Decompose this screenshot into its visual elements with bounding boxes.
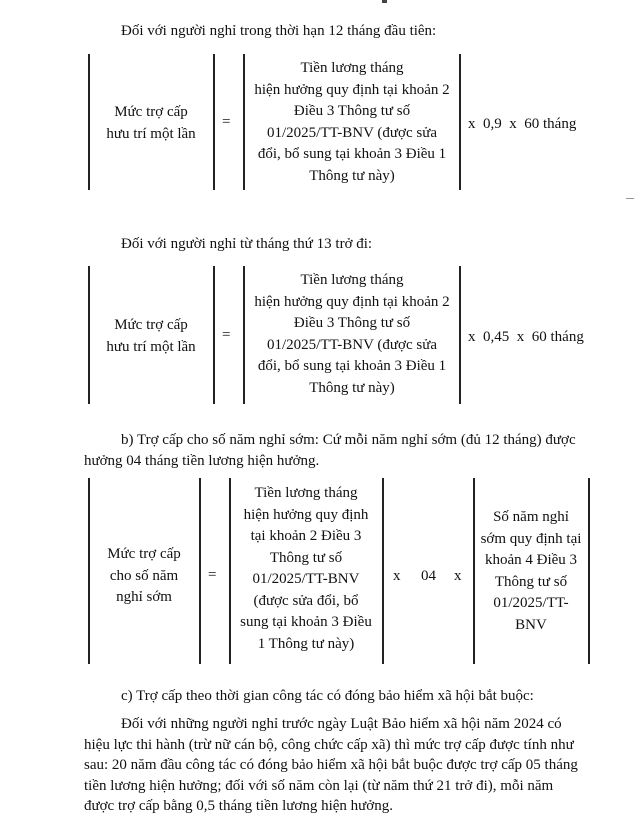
heading-first-12-months: Đối với người nghỉ trong thời hạn 12 tháng đầu tiên: [121,23,437,39]
bracket-line [382,478,384,664]
equals-sign: = [222,114,231,130]
bracket-line [588,478,590,664]
section-c-heading: c) Trợ cấp theo thời gian công tác có đóng bảo hiểm xã hội bắt buộc: [121,688,534,704]
formula-salary-term: Tiền lương tháng hiện hưởng quy định tại khoản 2 Điều 3 Thông tư số 01/2025/TT-BNV (được sửa đổi, bổ sung tại khoản 3 Điều 1 Thông tư này) [254,60,450,184]
scan-mark [626,198,634,199]
formula-left-term: Mức trợ cấp hưu trí một lần [106,104,196,142]
bracket-line [243,54,245,190]
section-b-text: b) Trợ cấp cho số năm nghỉ sớm: Cứ mỗi năm nghỉ sớm (đủ 12 tháng) được hưởng 04 tháng tiền lương hiện hưởng. [84,432,576,469]
equals-sign: = [208,567,217,583]
multiply-sign: x [454,568,462,584]
formula-salary-term: Tiền lương tháng hiện hưởng quy định tại khoản 2 Điều 3 Thông tư số 01/2025/TT-BNV (được sửa đổi, bổ sung tại khoản 3 Điều 1 Thông tư này) [254,272,450,396]
multiply-sign: x [393,568,401,584]
multiplier-term: x 0,45 x 60 tháng [468,329,584,345]
formula-left-term: Mức trợ cấp cho số năm nghỉ sớm [107,546,181,605]
bracket-line [459,54,461,190]
multiplier-term: x 0,9 x 60 tháng [468,116,577,132]
equals-sign: = [222,327,231,343]
scan-mark [382,0,387,3]
bracket-line [213,266,215,404]
bracket-line [213,54,215,190]
formula-years-term: Số năm nghỉ sớm quy định tại khoản 4 Điều 3 Thông tư số 01/2025/TT- BNV [480,509,582,633]
bracket-line [459,266,461,404]
months-factor: 04 [421,568,436,584]
section-c-paragraph: Đối với những người nghỉ trước ngày Luật Bảo hiểm xã hội năm 2024 có hiệu lực thi hành (trừ nữ cán bộ, công chức cấp xã) thì mức trợ cấp được tính như sau: 20 năm đầu công tác có đóng bảo hiểm xã hội bắt buộc được trợ cấp 05 tháng tiền lương hiện hưởng; đối với số năm còn lại (từ năm thứ 21 trở đi), mỗi năm được trợ cấp bằng 0,5 tháng tiền lương hiện hưởng. [84,716,578,814]
bracket-line [199,478,201,664]
bracket-line [243,266,245,404]
formula-left-term: Mức trợ cấp hưu trí một lần [106,317,196,355]
heading-from-13th-month: Đối với người nghỉ từ tháng thứ 13 trở đi: [121,236,373,252]
formula-salary-term: Tiền lương tháng hiện hưởng quy định tại khoản 2 Điều 3 Thông tư số 01/2025/TT-BNV (được sửa đổi, bổ sung tại khoản 3 Điều 1 Thông tư này) [240,485,372,652]
